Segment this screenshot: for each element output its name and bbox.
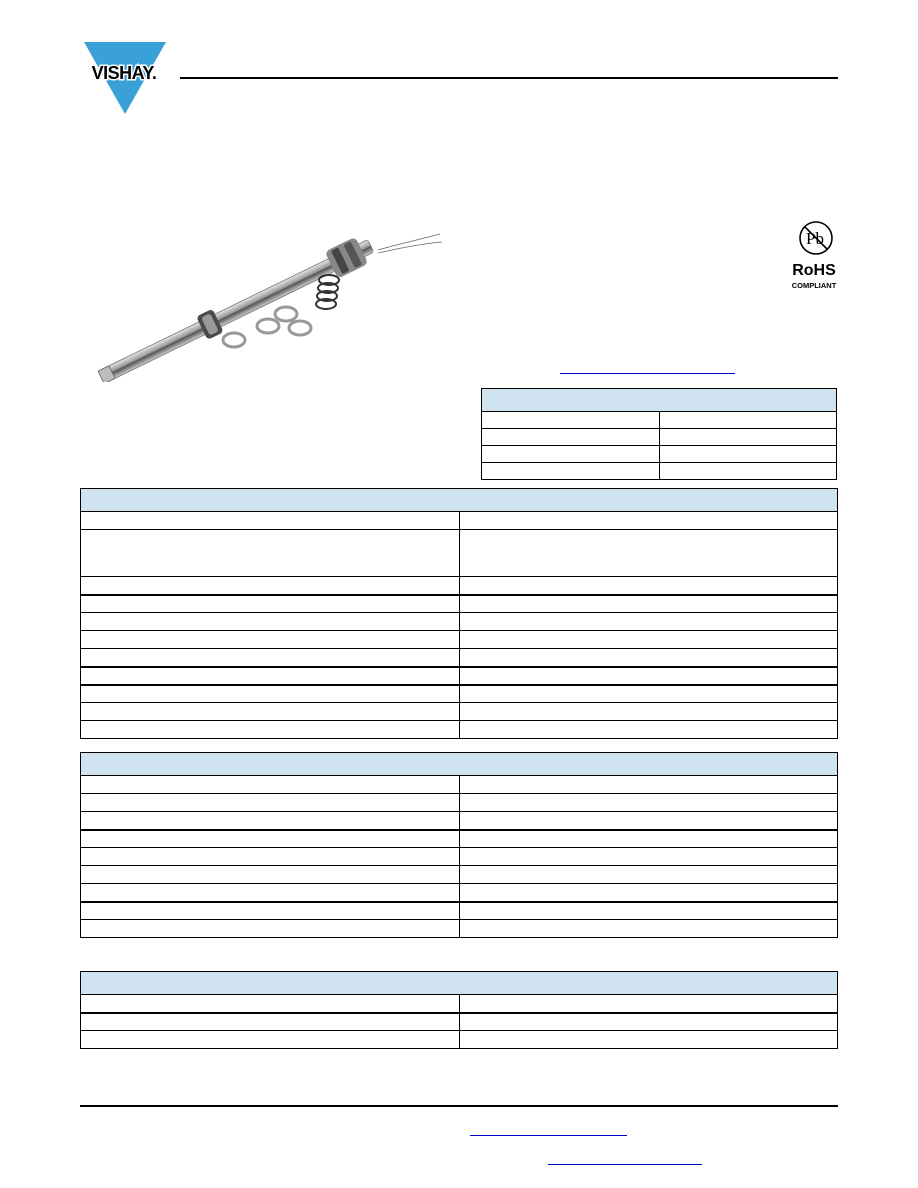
product-photo [78,222,448,382]
table-cell [81,794,460,812]
table-cell [459,830,838,848]
vishay-logo [78,42,170,116]
logo-text: VISHAY. [91,63,157,83]
rohs-label: RoHS [792,262,836,279]
table-cell [81,721,460,739]
table-header [482,389,837,412]
table-cell [81,1031,460,1049]
rohs-sublabel: COMPLIANT [791,281,837,290]
table-header [81,489,838,512]
table-cell [81,812,460,830]
table-cell [81,884,460,902]
table-cell [459,649,838,667]
table-cell [81,995,460,1013]
table-cell [659,463,837,480]
table-cell [659,429,837,446]
table-cell [459,595,838,613]
table-cell [81,848,460,866]
table-cell [459,1031,838,1049]
table-cell [81,595,460,613]
table-cell [459,721,838,739]
table-cell [459,794,838,812]
table-cell [81,1013,460,1031]
table-cell [81,776,460,794]
table-cell [81,649,460,667]
table-cell [81,667,460,685]
table-cell [659,446,837,463]
table-cell [459,530,838,577]
specifications-table-1 [80,488,838,739]
lead-free-pb-icon [800,222,832,254]
table-cell [81,902,460,920]
header-rule [180,77,838,79]
table-cell [482,446,660,463]
table-cell [482,429,660,446]
table-header [81,972,838,995]
table-cell [459,920,838,938]
table-cell [659,412,837,429]
table-cell [81,685,460,703]
table-cell [459,613,838,631]
table-cell [482,412,660,429]
table-cell [81,830,460,848]
table-cell [459,848,838,866]
table-cell [81,613,460,631]
table-cell [459,866,838,884]
table-cell [459,1013,838,1031]
table-cell [459,902,838,920]
datasheet-link[interactable] [560,373,735,374]
table-cell [459,577,838,595]
table-cell [81,577,460,595]
table-cell [482,463,660,480]
table-cell [459,995,838,1013]
table-cell [459,685,838,703]
footer-link-2[interactable] [548,1164,702,1165]
table-cell [81,866,460,884]
rohs-badge [786,220,842,292]
table-cell [459,703,838,721]
svg-text:Pb: Pb [806,229,824,248]
footer-link-1[interactable] [470,1135,627,1136]
table-cell [459,812,838,830]
table-cell [459,776,838,794]
footer-rule [80,1105,838,1107]
table-cell [81,703,460,721]
table-cell [459,667,838,685]
table-cell [81,631,460,649]
specifications-table-3 [80,971,838,1049]
table-cell [81,530,460,577]
table-cell [81,512,460,530]
table-cell [459,884,838,902]
table-header [81,753,838,776]
table-cell [459,512,838,530]
quick-reference-table [481,388,837,480]
table-cell [81,920,460,938]
specifications-table-2 [80,752,838,938]
table-cell [459,631,838,649]
